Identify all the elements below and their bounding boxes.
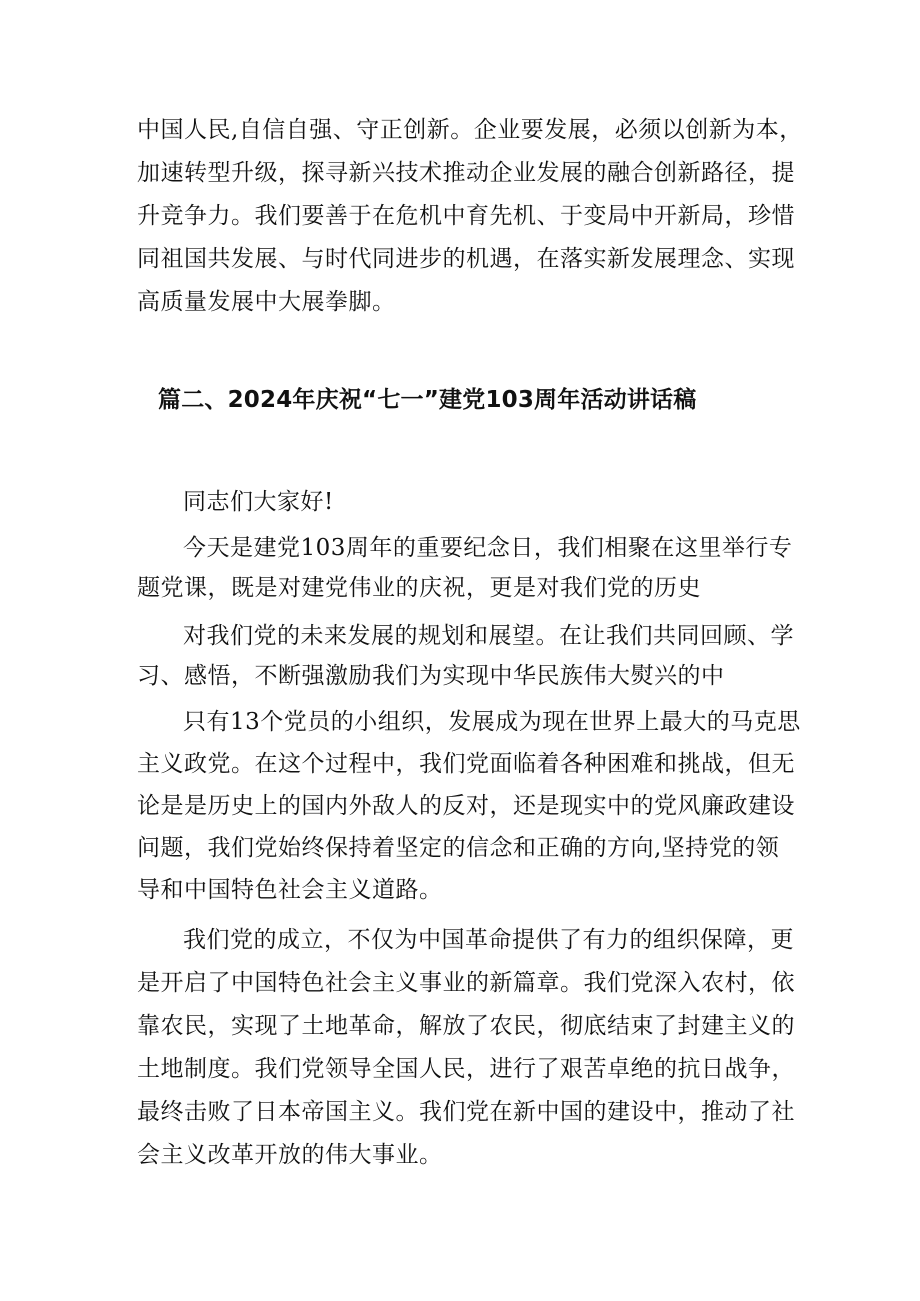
text-line: 靠农民，实现了土地革命，解放了农民，彻底结束了封建主义的: [137, 1013, 795, 1039]
text-line: 会主义改革开放的伟大事业。: [137, 1142, 443, 1168]
text-line: 土地制度。我们党领导全国人民，进行了艰苦卓绝的抗日战争，: [137, 1056, 795, 1082]
text-line: 只有13个党员的小组织，发展成为现在世界上最大的马克思: [183, 709, 801, 735]
text-line: 对我们党的未来发展的规划和展望。在让我们共同回顾、学: [183, 623, 794, 649]
text-line: 加速转型升级，探寻新兴技术推动企业发展的融合创新路径，提: [137, 160, 795, 186]
text-line: 主义政党。在这个过程中，我们党面临着各种困难和挑战，但无: [137, 751, 795, 777]
text-line: 题党课，既是对建党伟业的庆祝，更是对我们党的历史: [137, 575, 701, 601]
text-line: 论是是历史上的国内外敌人的反对，还是现实中的党风廉政建设: [137, 793, 795, 819]
text-line: 高质量发展中大展拳脚。: [137, 289, 396, 315]
text-line: 最终击败了日本帝国主义。我们党在新中国的建设中，推动了社: [137, 1099, 795, 1125]
text-line: 导和中国特色社会主义道路。: [137, 877, 443, 903]
greeting: 同志们大家好!: [183, 489, 334, 515]
text-line: 问题，我们党始终保持着坚定的信念和正确的方向,坚持党的领: [137, 835, 780, 861]
text-line: 升竞争力。我们要善于在危机中育先机、于变局中开新局，珍惜: [137, 203, 795, 229]
text-line: 是开启了中国特色社会主义事业的新篇章。我们党深入农村，依: [137, 970, 795, 996]
text-line: 今天是建党103周年的重要纪念日，我们相聚在这里举行专: [183, 535, 793, 561]
text-line: 习、感悟，不断强激励我们为实现中华民族伟大熨兴的中: [137, 663, 725, 689]
section-heading: 篇二、2024年庆祝“七一”建党103周年活动讲话稿: [158, 387, 697, 413]
text-line: 我们党的成立，不仅为中国革命提供了有力的组织保障，更: [183, 927, 794, 953]
text-line: 中国人民,自信自强、守正创新。企业要发展，必须以创新为本，: [137, 117, 803, 143]
text-line: 同祖国共发展、与时代同进步的机遇，在落实新发展理念、实现: [137, 246, 795, 272]
